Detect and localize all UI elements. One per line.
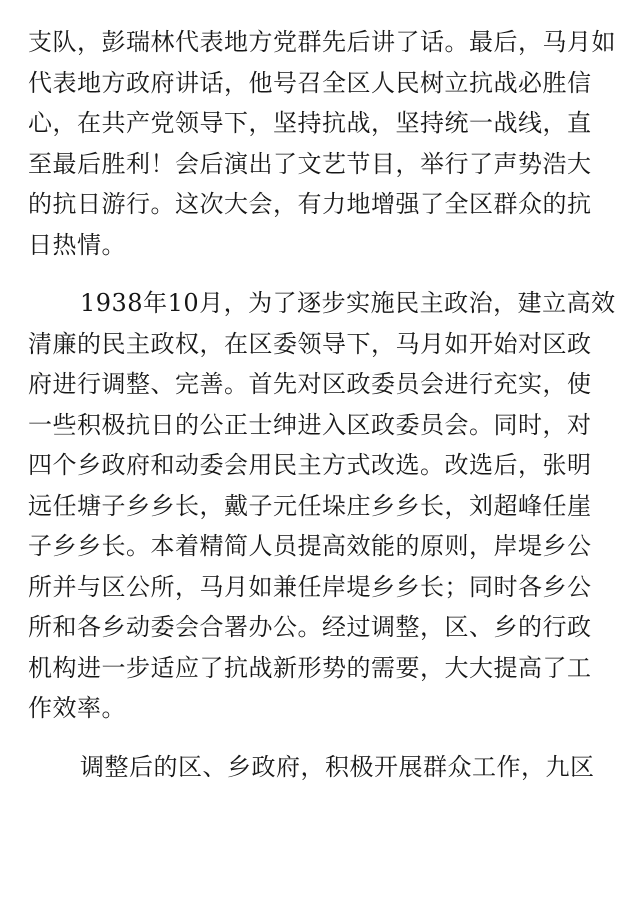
text-line: 清廉的民主政权，在区委领导下，马月如开始对区政 bbox=[28, 329, 592, 358]
text-line: 一些积极抗日的公正士绅进入区政委员会。同时，对 bbox=[28, 410, 592, 439]
document-page bbox=[28, 22, 626, 787]
text-line: 至最后胜利！会后演出了文艺节目，举行了声势浩大 bbox=[28, 149, 592, 178]
text-line: 四个乡政府和动委会用民主方式改选。改选后，张明 bbox=[28, 451, 592, 479]
text-line: 远任塘子乡乡长，戴子元任垛庄乡乡长，刘超峰任崖 bbox=[28, 491, 592, 520]
paragraph-spacer bbox=[28, 729, 626, 747]
text-line: 的抗日游行。这次大会，有力地增强了全区群众的抗 bbox=[28, 190, 592, 218]
paragraph-1 bbox=[28, 22, 626, 265]
text-line: 府进行调整、完善。首先对区政委员会进行充实，使 bbox=[28, 370, 592, 398]
text-line: 子乡乡长。本着精简人员提高效能的原则，岸堤乡公 bbox=[28, 532, 592, 560]
text-line: 作效率。 bbox=[28, 694, 126, 722]
text-line: 所和各乡动委会合署办公。经过调整，区、乡的行政 bbox=[28, 613, 592, 641]
text-line: 日热情。 bbox=[28, 230, 126, 259]
text-line: 代表地方政府讲话，他号召全区人民树立抗战必胜信 bbox=[28, 68, 592, 97]
text-line: 1938年10月，为了逐步实施民主政治，建立高效 bbox=[80, 289, 616, 317]
text-line: 支队，彭瑞林代表地方党群先后讲了话。最后，马月如 bbox=[28, 28, 616, 56]
paragraph-3 bbox=[28, 747, 626, 788]
paragraph-spacer bbox=[28, 265, 626, 283]
paragraph-2 bbox=[28, 283, 626, 729]
text-line: 所并与区公所，马月如兼任岸堤乡乡长；同时各乡公 bbox=[28, 572, 592, 601]
text-line: 心，在共产党领导下，坚持抗战，坚持统一战线，直 bbox=[28, 109, 592, 137]
text-line: 机构进一步适应了抗战新形势的需要，大大提高了工 bbox=[28, 653, 592, 682]
text-line: 调整后的区、乡政府，积极开展群众工作，九区 bbox=[80, 752, 595, 781]
